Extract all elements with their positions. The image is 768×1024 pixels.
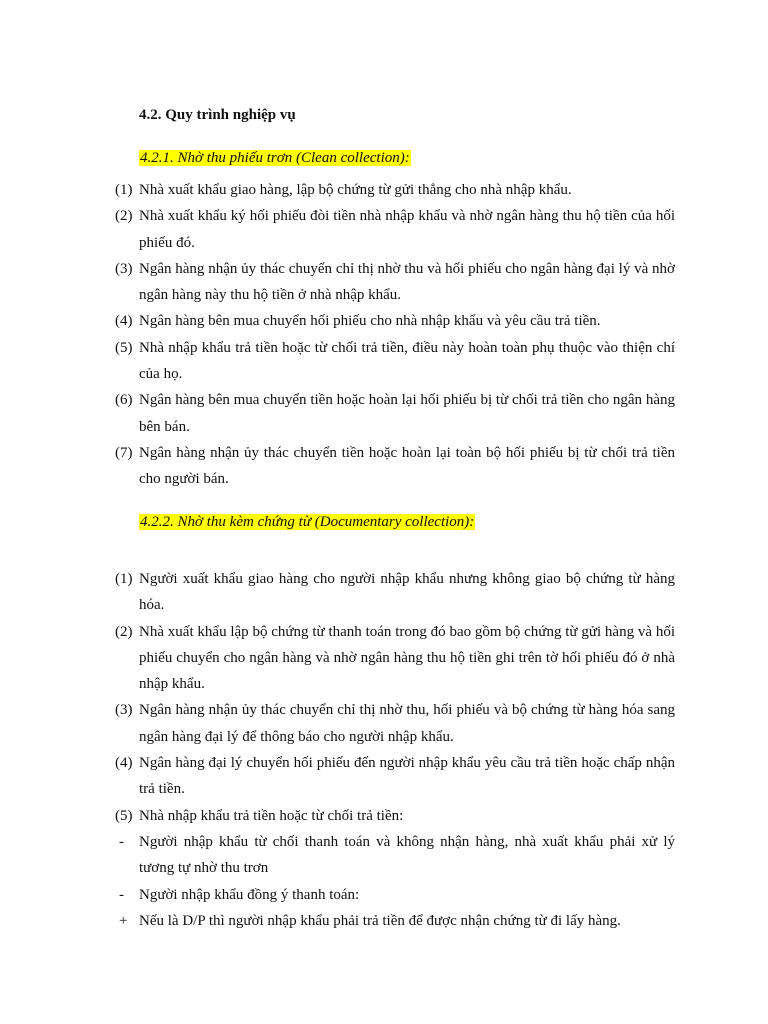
- item-text: Người nhập khẩu đồng ý thanh toán:: [139, 886, 360, 903]
- bullet-plus: +: [119, 912, 128, 929]
- list-item: [115, 697, 675, 750]
- section-heading: 4.2. Quy trình nghiệp vụ: [139, 107, 296, 123]
- item-number: (4): [115, 313, 133, 330]
- item-text: Ngân hàng đại lý chuyển hối phiếu đến người nhập khẩu yêu cầu trả tiền hoặc chấp nhận trả tiền.: [139, 755, 675, 798]
- list-item: [115, 566, 675, 619]
- item-number: (4): [115, 755, 133, 772]
- item-number: (5): [115, 339, 133, 356]
- bullet-item: [115, 882, 675, 908]
- item-text: Người xuất khẩu giao hàng cho người nhập khẩu nhưng không giao bộ chứng từ hàng hóa.: [139, 571, 675, 614]
- item-text: Ngân hàng nhận ủy thác chuyển chỉ thị nhờ thu, hối phiếu và bộ chứng từ hàng hóa sang ngân hàng đại lý để thông báo cho người nhập khẩu.: [139, 702, 675, 745]
- item-number: (3): [115, 260, 133, 277]
- item-text: Nhà xuất khẩu lập bộ chứng từ thanh toán trong đó bao gồm bộ chứng từ gửi hàng và hối phiếu chuyển cho ngân hàng và nhờ ngân hàng thu hộ tiền ghi trên tờ hối phiếu đó ở nhà nhập khẩu.: [139, 623, 675, 693]
- item-text: Người nhập khẩu từ chối thanh toán và không nhận hàng, nhà xuất khẩu phải xử lý tương tự nhờ thu trơn: [139, 833, 675, 877]
- highlighted-title: 4.2.1. Nhờ thu phiếu trơn (Clean collection):: [140, 150, 410, 166]
- documentary-collection-steps: [115, 566, 675, 934]
- list-item: [115, 387, 675, 440]
- list-item: [115, 440, 675, 493]
- list-item: [115, 335, 675, 388]
- bullet-item: [115, 908, 675, 934]
- bullet-dash: -: [119, 886, 124, 903]
- item-text: Ngân hàng nhận ủy thác chuyển tiền hoặc hoàn lại toàn bộ hối phiếu bị từ chối trả tiền cho người bán.: [139, 444, 675, 488]
- bullet-item: [115, 829, 675, 882]
- list-item: [115, 619, 675, 698]
- list-item: [115, 177, 675, 203]
- item-number: (7): [115, 444, 133, 461]
- bullet-dash: -: [119, 833, 124, 850]
- item-text: Nhà xuất khẩu giao hàng, lập bộ chứng từ gửi thẳng cho nhà nhập khẩu.: [139, 182, 572, 198]
- item-number: (1): [115, 182, 133, 198]
- item-text: Nhà nhập khẩu trả tiền hoặc từ chối trả tiền, điều này hoàn toàn phụ thuộc vào thiện chí của họ.: [139, 339, 675, 383]
- clean-collection-steps: [115, 177, 675, 493]
- item-number: (1): [115, 571, 133, 587]
- subsection-title-clean-collection: [139, 148, 411, 168]
- list-item: [115, 750, 675, 803]
- list-item: [115, 256, 675, 309]
- item-number: (3): [115, 702, 133, 719]
- highlighted-title: 4.2.2. Nhờ thu kèm chứng từ (Documentary collection):: [140, 514, 475, 530]
- list-item: [115, 308, 675, 334]
- item-text: Nhà xuất khẩu ký hối phiếu đòi tiền nhà nhập khẩu và nhờ ngân hàng thu hộ tiền của hối phiếu đó.: [139, 208, 675, 251]
- item-text: Ngân hàng bên mua chuyển hối phiếu cho nhà nhập khẩu và yêu cầu trả tiền.: [139, 313, 601, 330]
- item-text: Ngân hàng bên mua chuyển tiền hoặc hoàn lại hối phiếu bị từ chối trả tiền cho ngân hàng bên bán.: [139, 392, 675, 435]
- item-number: (2): [115, 208, 133, 225]
- item-number: (2): [115, 623, 133, 640]
- item-text: Nếu là D/P thì người nhập khẩu phải trả tiền để được nhận chứng từ đi lấy hàng.: [139, 912, 621, 929]
- item-number: (5): [115, 807, 133, 824]
- item-text: Nhà nhập khẩu trả tiền hoặc từ chối trả tiền:: [139, 807, 404, 824]
- item-number: (6): [115, 392, 133, 409]
- list-item: [115, 203, 675, 256]
- subsection-title-documentary-collection: [139, 512, 475, 532]
- list-item: [115, 803, 675, 829]
- item-text: Ngân hàng nhận ủy thác chuyển chỉ thị nhờ thu và hối phiếu cho ngân hàng đại lý và nhờ ngân hàng này thu hộ tiền ở nhà nhập khẩu.: [139, 260, 675, 304]
